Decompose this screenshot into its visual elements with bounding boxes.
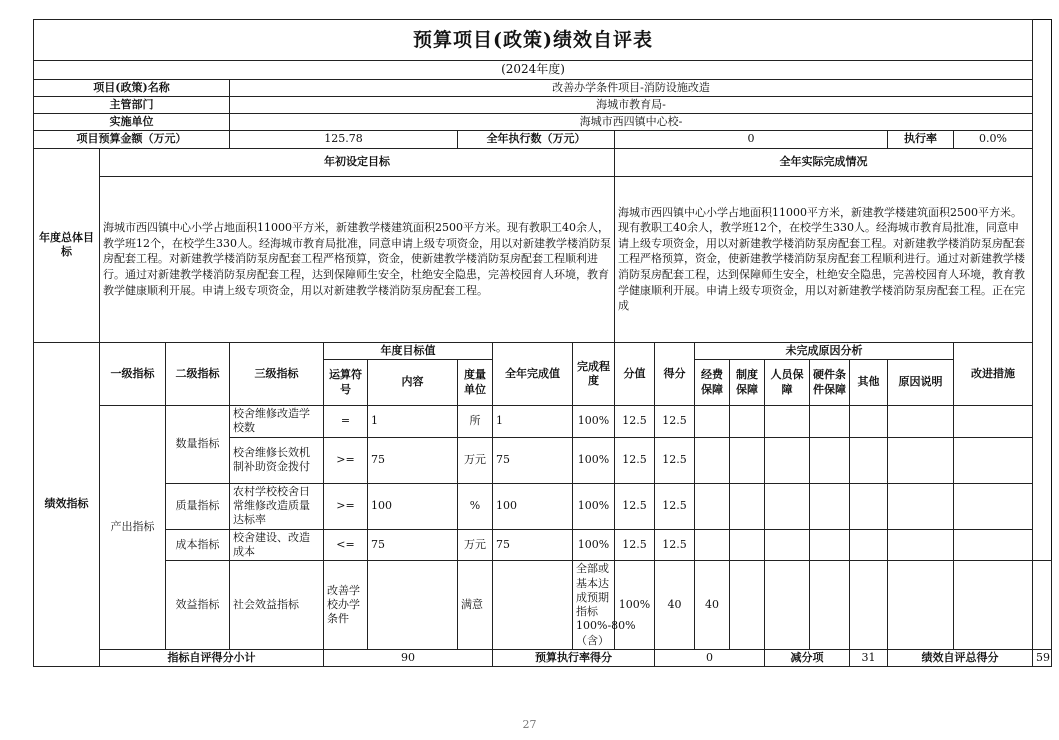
score: 12.5 [655, 483, 695, 529]
actual-goal-header: 全年实际完成情况 [615, 148, 1033, 176]
reason-other-header: 其他 [850, 360, 888, 406]
deduction-label: 减分项 [765, 650, 850, 667]
actual-value: 75 [493, 529, 573, 561]
table-row [34, 529, 1052, 561]
cost-indicator-label: 成本指标 [166, 529, 230, 561]
target-content: 100 [368, 483, 458, 529]
operator: = [324, 406, 368, 438]
target-content: 75 [368, 437, 458, 483]
actual-value: 1 [493, 406, 573, 438]
rate-value: 0.0% [954, 131, 1033, 148]
planned-goal-text: 海城市西四镇中心小学占地面积11000平方米，新建教学楼建筑面积2500平方米。现有教职工40余人，教学班12个，在校学生330人。经海城市教育局批准，同意申请上级专项资金，用以对新建教学楼消防泵房配套工程。对新建教学楼消防泵房配套工程严格预算，资金，使新建教学楼消防泵房配套工程顺利进行。通过对新建教学楼消防泵房配套工程，达到保障师生安全，杜绝安全隐患，完善校园育人环境，教育教学健康顺利开展。申请上级专项资金，用以对新建教学楼消防泵房配套工程。 [100, 176, 615, 342]
reason-desc-header: 原因说明 [888, 360, 954, 406]
operator-header: 运算符号 [324, 360, 368, 406]
target-group-header: 年度目标值 [324, 342, 493, 359]
completion-degree: 100% [573, 406, 615, 438]
measures-header: 改进措施 [954, 342, 1033, 405]
target-content: 满意 [458, 561, 493, 650]
indicator-name: 改善学校办学条件 [324, 561, 368, 650]
actual-value: 全部或基本达成预期指标100%-80%（含） [573, 561, 615, 650]
unit-header: 度量单位 [458, 360, 493, 406]
subtotal-label: 指标自评得分小计 [100, 650, 324, 667]
reason-system-header: 制度保障 [730, 360, 765, 406]
actual-goal-text: 海城市西四镇中心小学占地面积11000平方米，新建教学楼建筑面积2500平方米。现有教职工40余人，教学班12个，在校学生330人。经海城市教育局批准，同意申请上级专项资金，用以对新建教学楼消防泵房配套工程。对新建教学楼消防泵房配套工程严格预算，资金，使新建教学楼消防泵房配套工程顺利进行。通过对新建教学楼消防泵房配套工程，达到保障师生安全，杜绝安全隐患，完善校园育人环境，教育教学健康顺利开展。申请上级专项资金，用以对新建教学楼消防泵房配套工程。正在完成 [615, 176, 1033, 342]
indicator-name: 校舍维修改造学校数 [230, 406, 324, 438]
quality-indicator-label: 质量指标 [166, 483, 230, 529]
completion-degree: 100% [573, 483, 615, 529]
unit: 万元 [458, 437, 493, 483]
score: 12.5 [655, 406, 695, 438]
weight: 12.5 [615, 406, 655, 438]
rate-label: 执行率 [888, 131, 954, 148]
unit: 所 [458, 406, 493, 438]
actual-value: 100 [493, 483, 573, 529]
weight: 12.5 [615, 483, 655, 529]
executed-label: 全年执行数（万元） [458, 131, 615, 148]
budget-value: 125.78 [230, 131, 458, 148]
operator: <= [324, 529, 368, 561]
degree-header: 完成程度 [573, 342, 615, 405]
completion-degree: 100% [573, 437, 615, 483]
reason-staff-header: 人员保障 [765, 360, 810, 406]
level3-header: 三级指标 [230, 342, 324, 405]
reason-funding-header: 经费保障 [695, 360, 730, 406]
table-row [34, 406, 1052, 438]
form-year: (2024年度) [34, 61, 1033, 80]
score: 12.5 [655, 529, 695, 561]
budget-score-value: 0 [655, 650, 765, 667]
dept-value: 海城市教育局- [230, 96, 1033, 113]
level1-header: 一级指标 [100, 342, 166, 405]
reason-group-header: 未完成原因分析 [695, 342, 954, 359]
weight: 12.5 [615, 529, 655, 561]
dept-label: 主管部门 [34, 96, 230, 113]
unit: % [458, 483, 493, 529]
score: 12.5 [655, 437, 695, 483]
project-name-label: 项目(政策)名称 [34, 79, 230, 96]
social-benefit-label: 社会效益指标 [230, 561, 324, 650]
page-number: 27 [522, 718, 537, 731]
planned-goal-header: 年初设定目标 [100, 148, 615, 176]
subtotal-value: 90 [324, 650, 493, 667]
total-score-value: 59 [1033, 650, 1052, 667]
benefit-indicator-label: 效益指标 [166, 561, 230, 650]
score-header: 得分 [655, 342, 695, 405]
table-row [34, 483, 1052, 529]
indicator-name: 农村学校校舍日常维修改造质量达标率 [230, 483, 324, 529]
table-row [34, 561, 1052, 650]
deduction-value: 31 [850, 650, 888, 667]
annual-goal-label: 年度总体目标 [34, 148, 100, 342]
target-content: 75 [368, 529, 458, 561]
project-name-value: 改善办学条件项目-消防设施改造 [230, 79, 1033, 96]
score: 40 [695, 561, 730, 650]
indicator-name: 校舍建设、改造成本 [230, 529, 324, 561]
actual-header: 全年完成值 [493, 342, 573, 405]
weight-header: 分值 [615, 342, 655, 405]
unit: 万元 [458, 529, 493, 561]
budget-score-label: 预算执行率得分 [493, 650, 655, 667]
executed-value: 0 [615, 131, 888, 148]
perf-indicator-label: 绩效指标 [34, 342, 100, 667]
budget-label: 项目预算金额（万元） [34, 131, 230, 148]
unit-label: 实施单位 [34, 114, 230, 131]
operator [368, 561, 458, 650]
level2-header: 二级指标 [166, 342, 230, 405]
evaluation-table [33, 19, 1052, 667]
actual-value: 75 [493, 437, 573, 483]
quantity-indicator-label: 数量指标 [166, 406, 230, 484]
unit-value: 海城市西四镇中心校- [230, 114, 1033, 131]
completion-degree: 100% [573, 529, 615, 561]
reason-hardware-header: 硬件条件保障 [810, 360, 850, 406]
form-title: 预算项目(政策)绩效自评表 [34, 20, 1033, 61]
output-indicator-label: 产出指标 [100, 406, 166, 650]
target-content: 1 [368, 406, 458, 438]
completion-degree: 100% [615, 561, 655, 650]
weight: 12.5 [615, 437, 655, 483]
indicator-name: 校舍维修长效机制补助资金拨付 [230, 437, 324, 483]
operator: >= [324, 437, 368, 483]
operator: >= [324, 483, 368, 529]
total-score-label: 绩效自评总得分 [888, 650, 1033, 667]
self-evaluation-form [33, 19, 1052, 667]
content-header: 内容 [368, 360, 458, 406]
unit [493, 561, 573, 650]
weight: 40 [655, 561, 695, 650]
